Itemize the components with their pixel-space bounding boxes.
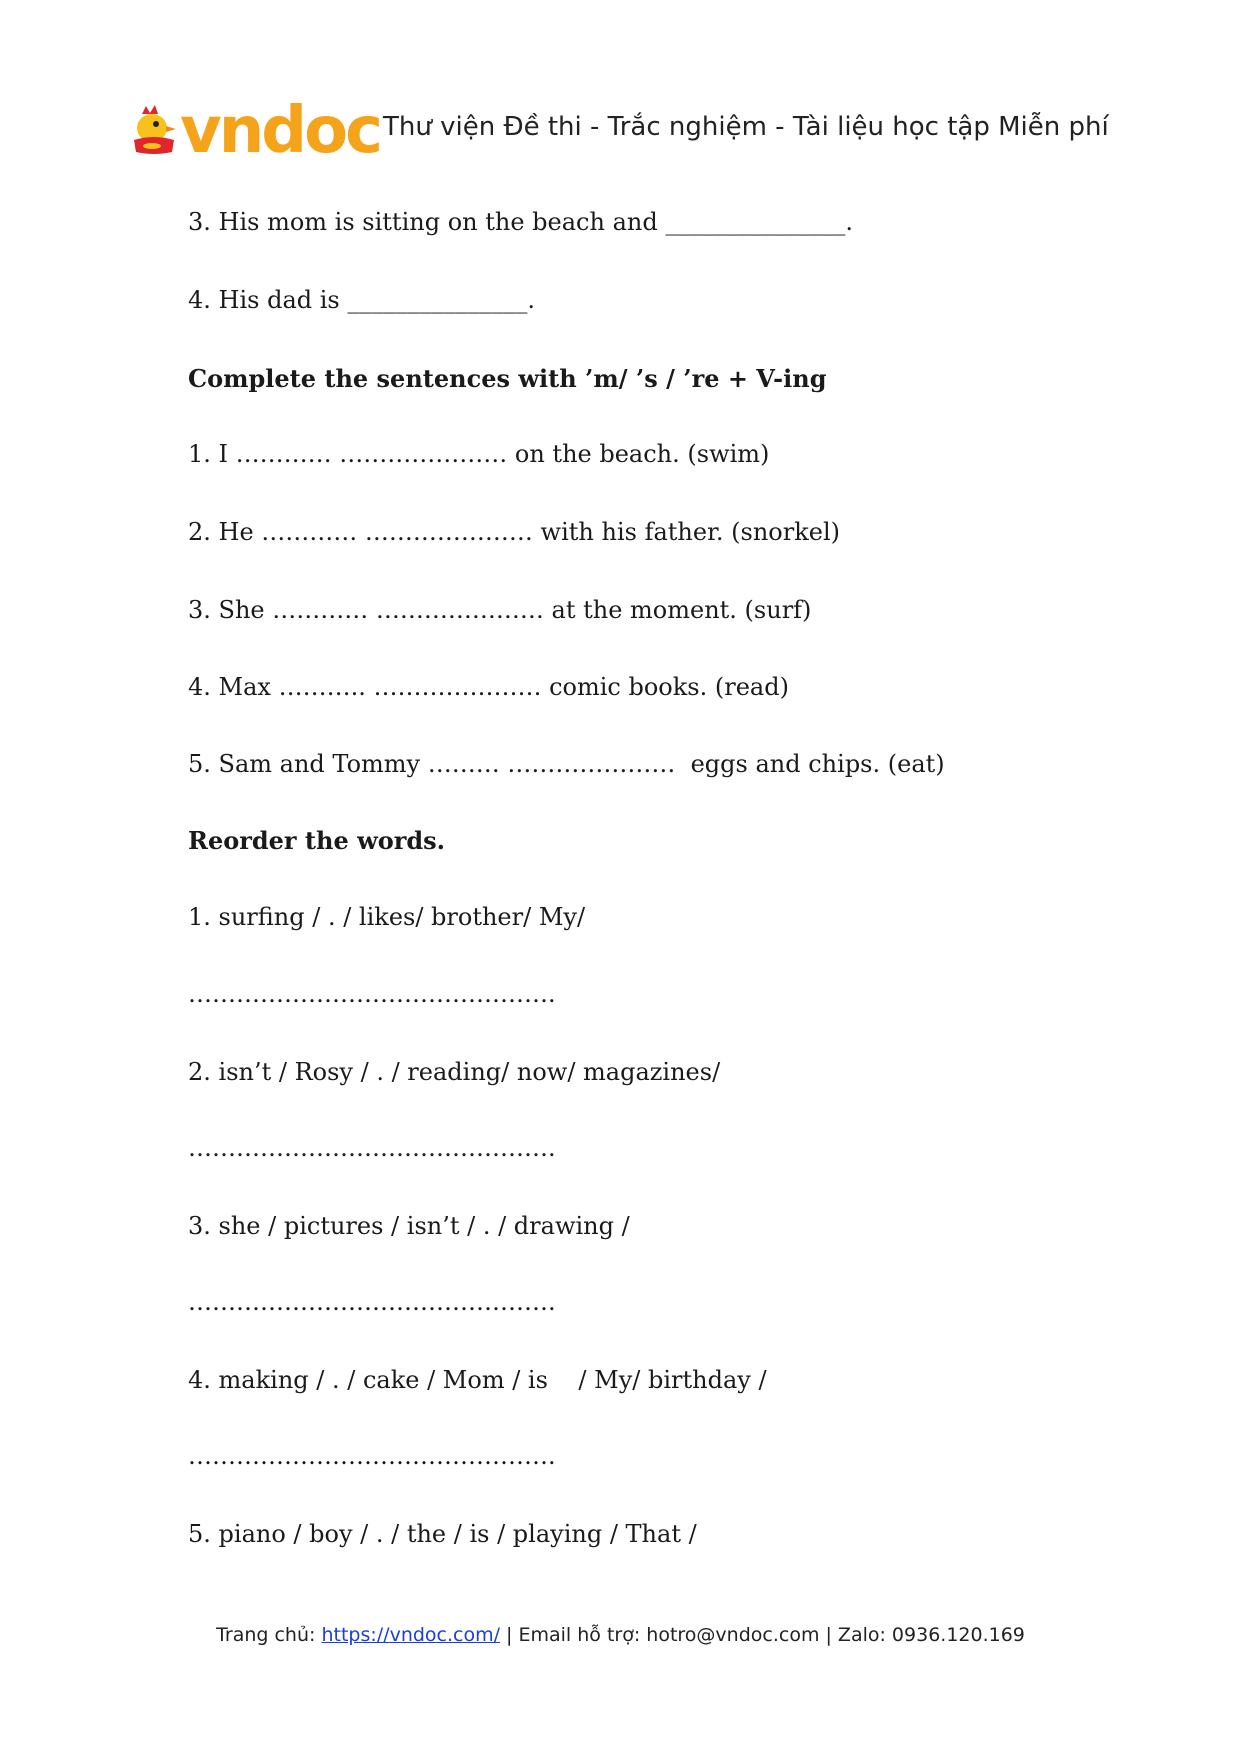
answer-line: ………………………………………. — [188, 980, 556, 1008]
answer-line: ………………………………………. — [188, 1288, 556, 1316]
header-tagline: Thư viện Đề thi - Trắc nghiệm - Tài liệu học tập Miễn phí — [383, 112, 1109, 142]
exercise-line: 1. surfing / . / likes/ brother/ My/ — [188, 903, 586, 931]
page-footer — [0, 1624, 1241, 1646]
exercise-line: 3. she / pictures / isn’t / . / drawing / — [188, 1212, 630, 1240]
section-heading: Complete the sentences with ’m/ ’s / ’re + V-ing — [188, 364, 827, 393]
chicken-mascot-icon — [128, 104, 180, 160]
vndoc-logo[interactable] — [128, 94, 380, 170]
exercise-line: 4. Max ……….. ………………… comic books. (read) — [188, 673, 789, 701]
footer-prefix: Trang chủ: — [216, 1624, 322, 1646]
exercise-line: 1. I ………… ………………… on the beach. (swim) — [188, 440, 770, 468]
exercise-line: 5. Sam and Tommy ……… ………………… eggs and chips. (eat) — [188, 750, 945, 778]
exercise-line: 2. He ………… ………………… with his father. (snorkel) — [188, 518, 841, 546]
logo-wordmark: vndoc — [180, 94, 380, 168]
answer-line: ………………………………………. — [188, 1134, 556, 1162]
exercise-line: 3. She ………… ………………… at the moment. (surf) — [188, 596, 812, 624]
exercise-line: 3. His mom is sitting on the beach and _______________. — [188, 208, 853, 236]
page-header — [128, 94, 1128, 170]
exercise-line: 4. His dad is _______________. — [188, 286, 535, 314]
exercise-line: 2. isn’t / Rosy / . / reading/ now/ magazines/ — [188, 1058, 721, 1086]
section-heading: Reorder the words. — [188, 826, 446, 855]
homepage-link[interactable]: https://vndoc.com/ — [321, 1624, 501, 1646]
answer-line: ………………………………………. — [188, 1442, 556, 1470]
exercise-line: 5. piano / boy / . / the / is / playing / That / — [188, 1520, 697, 1548]
footer-contact: | Email hỗ trợ: hotro@vndoc.com | Zalo: 0936.120.169 — [500, 1624, 1025, 1646]
exercise-line: 4. making / . / cake / Mom / is / My/ birthday / — [188, 1366, 767, 1394]
